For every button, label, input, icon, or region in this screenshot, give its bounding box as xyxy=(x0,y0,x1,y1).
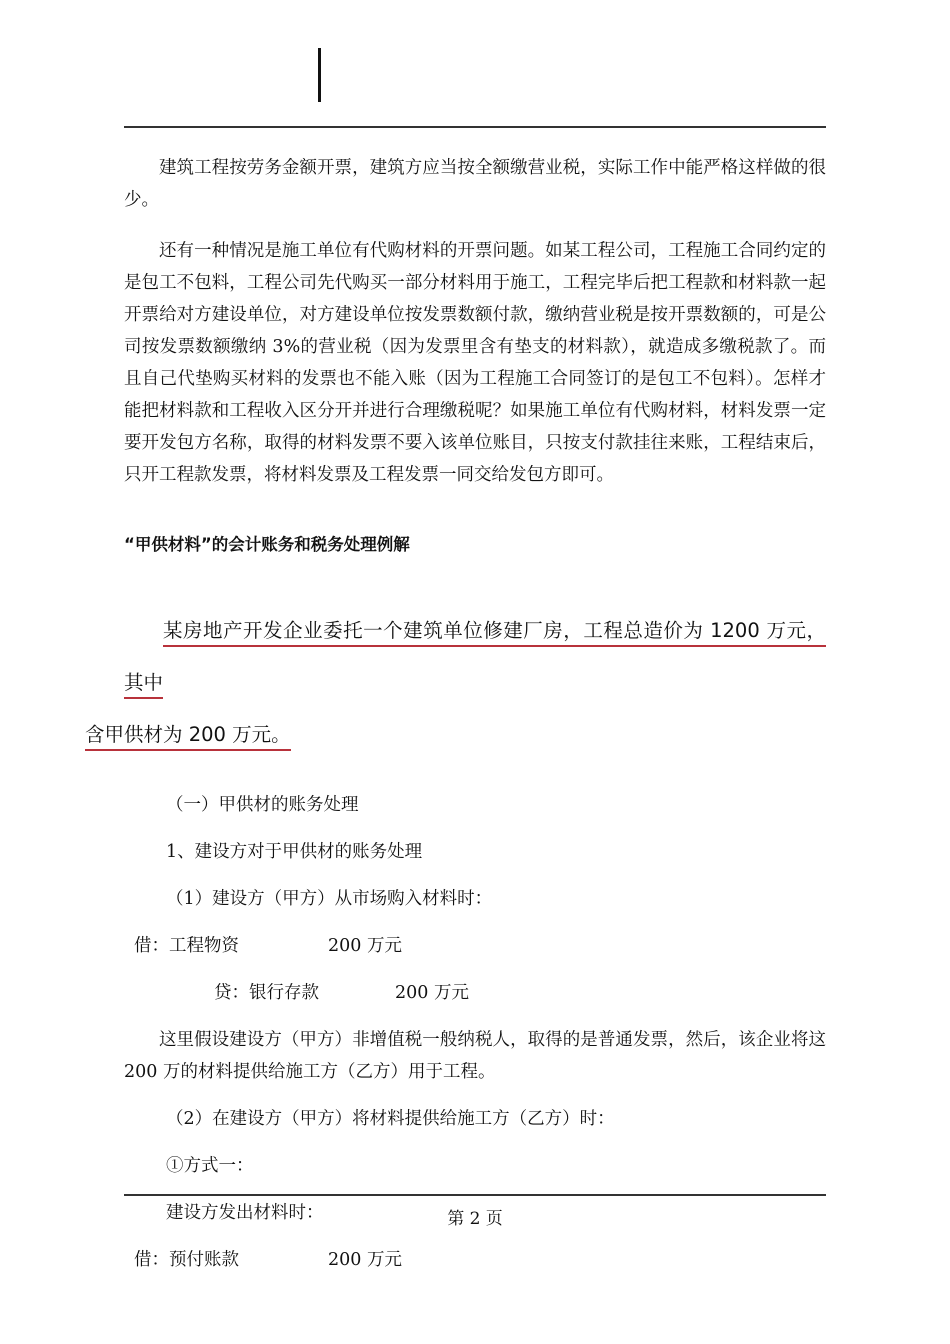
page-number: 第 2 页 xyxy=(447,1209,503,1229)
subsection-title: （一）甲供材的账务处理 xyxy=(166,795,359,815)
header-rule xyxy=(124,126,826,128)
section-heading: “甲供材料”的会计账务和税务处理例解 xyxy=(124,535,410,554)
credit-account-label: 贷：银行存款 xyxy=(214,983,319,1003)
debit-account-label-2: 借：预付账款 xyxy=(134,1250,239,1270)
step-1: （1）建设方（甲方）从市场购入材料时： xyxy=(166,889,493,909)
step-note: 建设方发出材料时： xyxy=(166,1203,324,1223)
footer-rule xyxy=(124,1194,826,1196)
debit-account-label: 借：工程物资 xyxy=(134,936,239,956)
journal-entry-debit-1 xyxy=(124,930,826,962)
intro-line-2: 含甲供材为 200 万元。 xyxy=(85,723,291,751)
step-2: （2）在建设方（甲方）将材料提供给施工方（乙方）时： xyxy=(166,1109,615,1129)
journal-entry-debit-2 xyxy=(124,1244,826,1276)
document-body xyxy=(85,152,826,1276)
intro-line-1: 某房地产开发企业委托一个建筑单位修建厂房，工程总造价为 1200 万元，其中 xyxy=(124,619,826,699)
credit-amount: 200 万元 xyxy=(395,983,469,1003)
text-cursor xyxy=(318,48,321,102)
paragraph-2: 还有一种情况是施工单位有代购材料的开票问题。如某工程公司，工程施工合同约定的是包工不包料，工程公司先代购买一部分材料用于施工，工程完毕后把工程款和材料款一起开票给对方建设单位，对方建设单位按发票数额付款，缴纳营业税是按开票数额的，可是公司按发票数额缴纳 3%的营业税（因为发票里含有垫支的材料款），就造成多缴税款了。而且自己代垫购买材料的发票也不能入账（因为工程施工合同签订的是包工不包料）。怎样才能把材料款和工程收入区分开并进行合理缴税呢？如果施工单位有代购材料，材料发票一定要开发包方名称，取得的材料发票不要入该单位账目，只按支付款挂往来账，工程结束后，只开工程款发票，将材料发票及工程发票一同交给发包方即可。 xyxy=(124,241,826,485)
paragraph-1: 建筑工程按劳务金额开票，建筑方应当按全额缴营业税，实际工作中能严格这样做的很少。 xyxy=(124,158,826,210)
method-1: ①方式一： xyxy=(166,1156,254,1176)
intro-paragraph xyxy=(85,605,826,761)
paragraph-3: 这里假设建设方（甲方）非增值税一般纳税人，取得的是普通发票，然后，该企业将这 200 万的材料提供给施工方（乙方）用于工程。 xyxy=(124,1030,826,1082)
item-title-1: 1、建设方对于甲供材的账务处理 xyxy=(166,842,423,862)
debit-amount: 200 万元 xyxy=(328,936,402,956)
journal-entry-credit-1 xyxy=(124,977,826,1009)
debit-amount-2: 200 万元 xyxy=(328,1250,402,1270)
